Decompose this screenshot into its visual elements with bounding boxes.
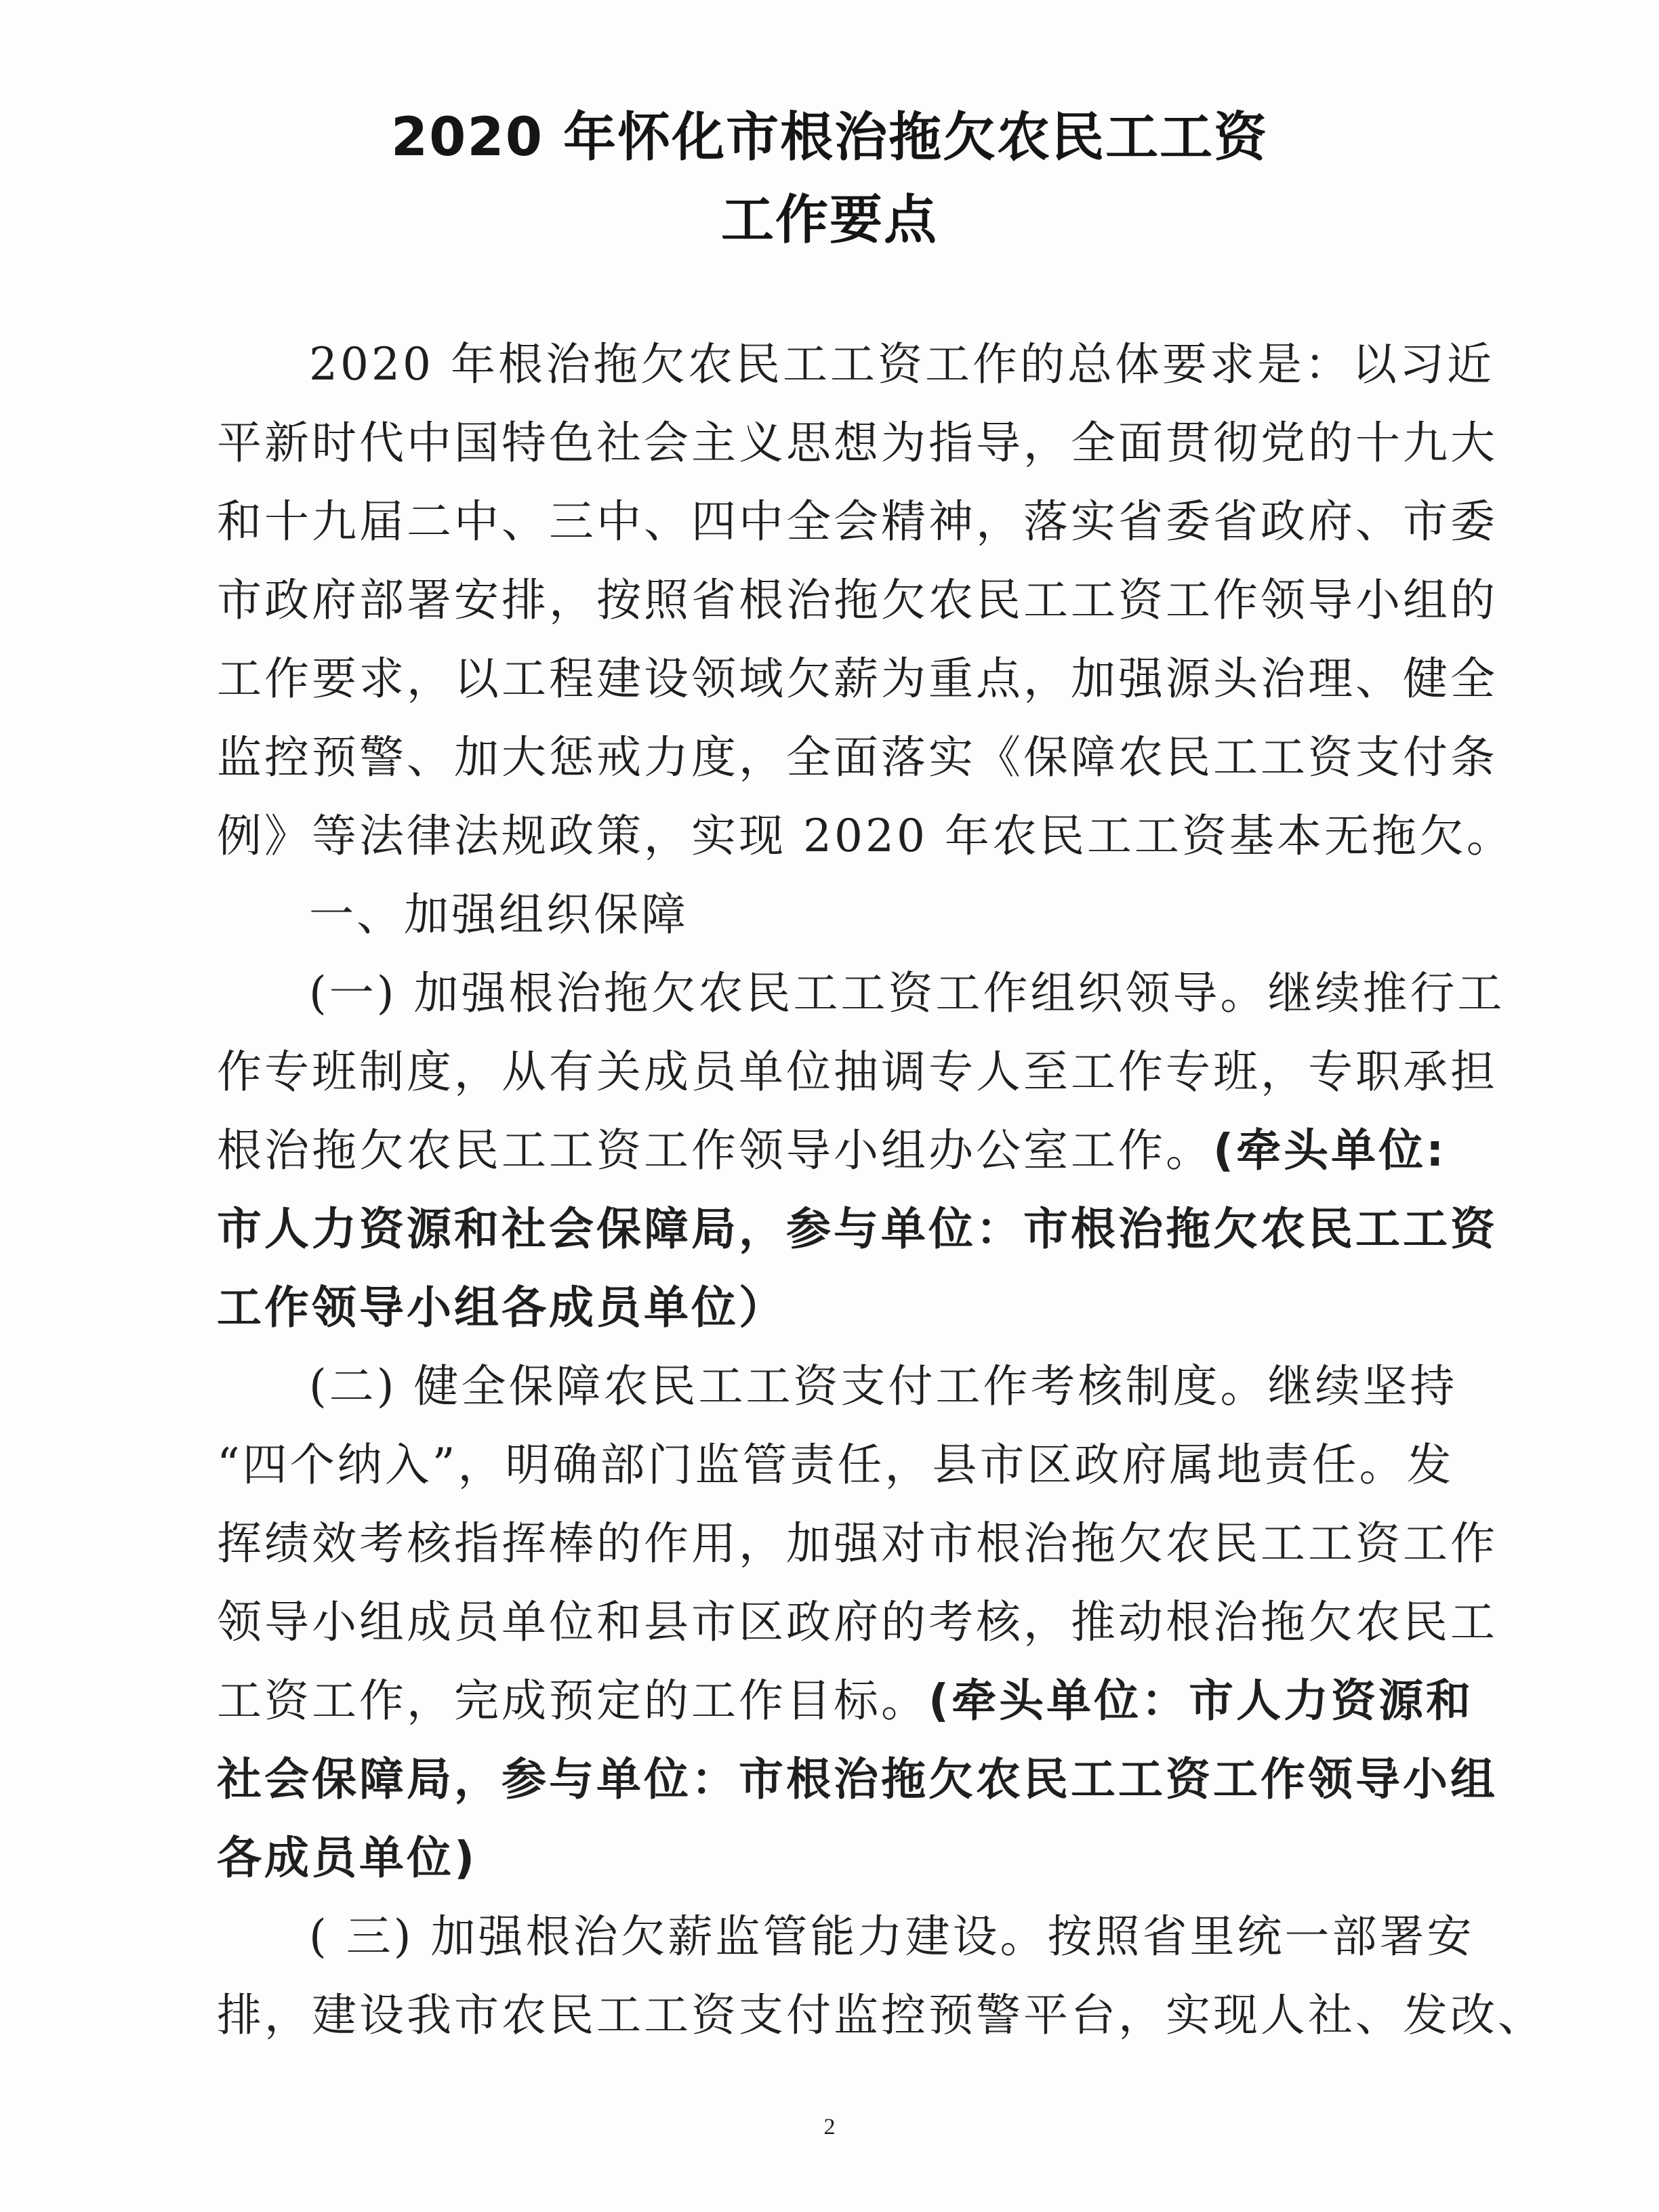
item3-line: 排，建设我市农民工工资支付监控预警平台，实现人社、发改、 <box>217 1989 1545 2041</box>
item2-line: 挥绩效考核指挥棒的作用，加强对市根治拖欠农民工工资工作 <box>217 1517 1498 1570</box>
item1-bold-line: 工作领导小组各成员单位） <box>217 1282 786 1334</box>
page-number: 2 <box>823 2114 836 2139</box>
item2-lead-unit: (牵头单位：市人力资源和 <box>928 1675 1474 1727</box>
intro-line: 市政府部署安排，按照省根治拖欠农民工工资工作领导小组的 <box>217 574 1498 626</box>
item1-text: 根治拖欠农民工工资工作领导小组办公室工作。 <box>217 1124 1213 1176</box>
item2-line: 领导小组成员单位和县市区政府的考核，推动根治拖欠农民工 <box>217 1596 1498 1648</box>
intro-line: 平新时代中国特色社会主义思想为指导，全面贯彻党的十九大 <box>217 417 1498 469</box>
item2-text: 工资工作，完成预定的工作目标。 <box>217 1675 928 1727</box>
document-title-line1: 2020 年怀化市根治拖欠农民工工资 <box>390 107 1269 168</box>
item1-lead-unit: (牵头单位: <box>1213 1124 1447 1176</box>
intro-line: 2020 年根治拖欠农民工工资工作的总体要求是：以习近 <box>309 338 1494 390</box>
item1-bold-line: 市人力资源和社会保障局，参与单位：市根治拖欠农民工工资 <box>217 1203 1498 1255</box>
item2-bold-line: 社会保障局，参与单位：市根治拖欠农民工工资工作领导小组 <box>217 1753 1498 1805</box>
item3-line: ( 三) 加强根治欠薪监管能力建设。按照省里统一部署安 <box>309 1910 1475 1963</box>
item1-line: 作专班制度，从有关成员单位抽调专人至工作专班，专职承担 <box>217 1046 1498 1098</box>
intro-line: 监控预警、加大惩戒力度，全面落实《保障农民工工资支付条 <box>217 731 1498 783</box>
document-body <box>217 325 1545 2055</box>
item2-line <box>217 1662 1474 1740</box>
item2-bold-line: 各成员单位) <box>217 1832 478 1884</box>
intro-line: 和十九届二中、三中、四中全会精神，落实省委省政府、市委 <box>217 495 1498 548</box>
item2-line: “四个纳入”，明确部门监管责任，县市区政府属地责任。发 <box>217 1439 1454 1491</box>
section-heading: 一、加强组织保障 <box>309 888 689 941</box>
document-title-line2: 工作要点 <box>720 190 938 251</box>
item1-line <box>217 1111 1447 1190</box>
item2-line: (二) 健全保障农民工工资支付工作考核制度。继续坚持 <box>309 1360 1458 1412</box>
intro-line: 例》等法律法规政策，实现 2020 年农民工工资基本无拖欠。 <box>217 810 1514 862</box>
item1-line: (一) 加强根治拖欠农民工工资工作组织领导。继续推行工 <box>309 967 1505 1019</box>
intro-line: 工作要求，以工程建设领域欠薪为重点，加强源头治理、健全 <box>217 653 1498 705</box>
